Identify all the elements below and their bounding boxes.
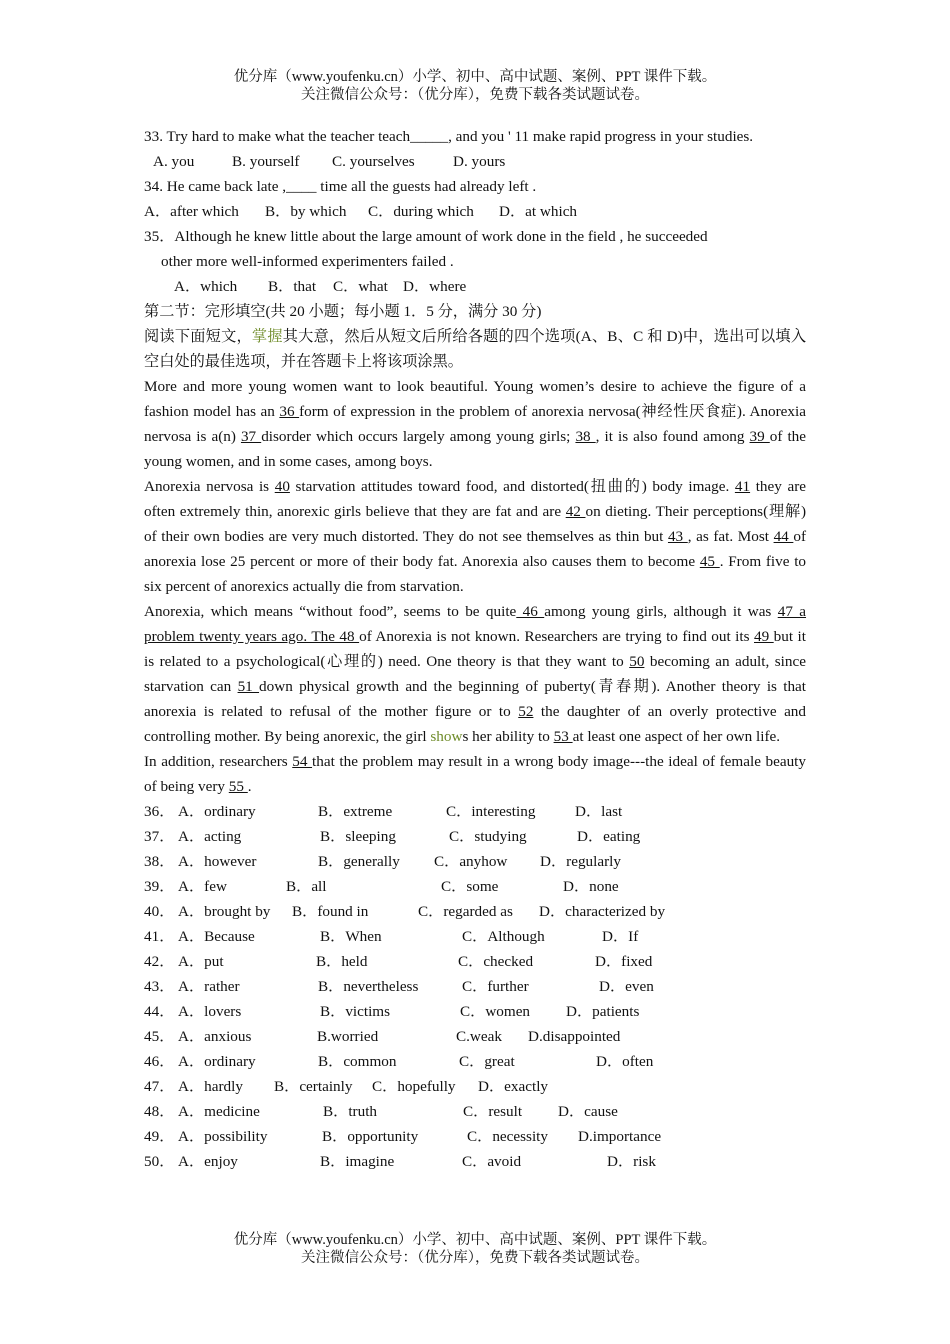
q34-options [144,199,806,224]
choice-d: D.importance [578,1128,662,1145]
passage-paragraph-1 [144,374,806,474]
choice-row-49 [144,1124,806,1149]
q35-option-b: B．that [268,278,317,295]
choice-d: D．patients [566,1003,640,1020]
choice-b: B．truth [323,1103,378,1120]
q35-option-d: D．where [403,278,467,295]
choice-number: 44． [144,1003,175,1020]
q35-options [144,274,806,299]
page-footer [0,1231,950,1267]
choice-row-38 [144,849,806,874]
footer-line-2: 关注微信公众号：（优分库），免费下载各类试题试卷。 [301,1250,649,1266]
q34-option-c: C．during which [368,203,474,220]
choice-b: B．imagine [320,1153,395,1170]
choice-number: 37． [144,828,175,845]
choice-list [144,799,806,1174]
choice-c: C．further [462,978,529,995]
blank-36: 36 [279,403,300,420]
q35-stem-line-1: 35．Although he knew little about the large amount of work done in the field , he succeeded [144,228,708,245]
blank-41: 41 [734,478,751,495]
text: but it is related to a psychological(心理的) need. One theory is that they want to [144,628,806,670]
choice-d: D．characterized by [539,903,666,920]
choice-a: A．however [178,853,257,870]
instr-post: 其大意，然后从短文后所给各题的四个选项(A、B、C 和 D)中，选出可以填入空白处的最佳选项，并在答题卡上将该项涂黑。 [144,328,807,370]
choice-b: B．found in [292,903,369,920]
blank-42: 42 [565,503,586,520]
choice-d: D．eating [577,828,641,845]
choice-c: C．great [459,1053,515,1070]
choice-row-46 [144,1049,806,1074]
text: , as fat. Most [687,528,774,545]
blank-43: 43 [667,528,688,545]
choice-a: A．ordinary [178,1053,256,1070]
choice-b: B．common [318,1053,397,1070]
q33-options [144,149,806,174]
choice-row-36 [144,799,806,824]
text: they are often extremely thin, anorexic girls believe that they are fat and are [144,478,806,520]
choice-row-48 [144,1099,806,1124]
blank-49: 49 [754,628,774,645]
blank-46: 46 [516,603,545,620]
text: of anorexia lose 25 percent or more of their body fat. Anorexia also causes them to become [144,528,807,570]
blank-51: 51 [237,678,260,695]
choice-b: B.worried [317,1028,379,1045]
choice-row-41 [144,924,806,949]
choice-number: 36． [144,803,175,820]
choice-number: 38． [144,853,175,870]
choice-c: C．interesting [446,803,536,820]
section-2-instructions [144,324,806,374]
choice-c: C．anyhow [434,853,508,870]
choice-b: B．held [316,953,368,970]
blank-52: 52 [518,703,534,720]
choice-row-37 [144,824,806,849]
choice-a: A．ordinary [178,803,256,820]
text: . From five to six percent of anorexics actually die from starvation. [144,553,807,595]
choice-c: C．checked [458,953,534,970]
instr-key: 掌握 [251,328,283,345]
q34-option-a: A．after which [144,203,239,220]
choice-c: C．women [460,1003,531,1020]
choice-number: 40． [144,903,175,920]
passage-paragraph-4 [144,749,806,799]
blank-47-48: 47 a problem twenty years ago. The 48 [144,603,807,645]
blank-55: 55 [228,778,248,795]
footer-line-1: 优分库（www.youfenku.cn）小学、初中、高中试题、案例、PPT 课件下载。 [233,1232,717,1248]
choice-a: A．few [178,878,227,895]
choice-b: B．sleeping [320,828,396,845]
choice-c: C．result [463,1103,523,1120]
blank-40: 40 [274,478,290,495]
choice-d: D．fixed [595,953,653,970]
text: In addition, researchers [144,753,293,770]
highlight-show: show [430,728,463,745]
choice-number: 41． [144,928,175,945]
q33-option-c: C. yourselves [332,153,415,170]
text: becoming an adult, since starvation can [144,653,806,695]
choice-d: D．exactly [478,1078,549,1095]
choice-d: D．risk [607,1153,656,1170]
choice-number: 39． [144,878,175,895]
passage-paragraph-2 [144,474,806,599]
choice-c: C．some [441,878,499,895]
text: of Anorexia is not known. Researchers are trying to find out its [359,628,754,645]
choice-number: 42． [144,953,175,970]
choice-c: C．Although [462,928,545,945]
text: the daughter of an overly protective and controlling mother. By being anorexic, the girl [144,703,806,745]
exam-content [144,124,806,1174]
q35-stem-line-2: other more well-informed experimenters failed . [161,253,454,270]
choice-b: B．extreme [318,803,393,820]
text: , it is also found among [595,428,750,445]
choice-row-43 [144,974,806,999]
blank-38: 38 [575,428,596,445]
choice-a: A．lovers [178,1003,242,1020]
choice-d: D．cause [558,1103,618,1120]
choice-row-47 [144,1074,806,1099]
choice-number: 45． [144,1028,175,1045]
passage-paragraph-3 [144,599,806,749]
text: form of expression in the problem of anorexia nervosa(神经性厌食症). Anorexia nervosa is a(n) [144,403,806,445]
text: down physical growth and the beginning of puberty(青春期). Another theory is that anorexia is related to refusal of the mother figure or to [144,678,807,720]
text: on dieting. Their perceptions(理解) of their own bodies are very much distorted. They do not see themselves as thin but [144,503,806,545]
choice-number: 47． [144,1078,175,1095]
text: among young girls, although it was [544,603,778,620]
choice-a: A．medicine [178,1103,260,1120]
choice-row-50 [144,1149,806,1174]
q33-option-d: D. yours [453,153,506,170]
choice-a: A．rather [178,978,240,995]
blank-54: 54 [292,753,313,770]
text: Anorexia, which means “without food”, seems to be quite [144,603,517,620]
q35-option-a: A．which [174,278,238,295]
choice-c: C．studying [449,828,527,845]
choice-c: C．regarded as [418,903,513,920]
instr-pre: 阅读下面短文， [144,328,252,345]
choice-d: D．even [599,978,654,995]
header-line-1: 优分库（www.youfenku.cn）小学、初中、高中试题、案例、PPT 课件下载。 [233,69,717,85]
blank-53: 53 [553,728,573,745]
text: starvation attitudes toward food, and distorted(扭曲的) body image. [289,478,735,495]
choice-row-44 [144,999,806,1024]
choice-b: B．nevertheless [318,978,419,995]
choice-d: D.disappointed [528,1028,621,1045]
q33-option-a: A. you [153,153,195,170]
choice-d: D．If [602,928,639,945]
choice-a: A．brought by [178,903,271,920]
choice-number: 46． [144,1053,175,1070]
choice-number: 43． [144,978,175,995]
choice-a: A．enjoy [178,1153,238,1170]
page-header [0,68,950,104]
text: More and more young women want to look beautiful. Young women’s desire to achieve the figure of a fashion model has an [144,378,806,420]
choice-c: C.weak [456,1028,502,1045]
blank-50: 50 [629,653,645,670]
choice-d: D．regularly [540,853,621,870]
blank-44: 44 [773,528,794,545]
q33-option-b: B. yourself [232,153,300,170]
text: disorder which occurs largely among young girls; [261,428,576,445]
choice-b: B．generally [318,853,400,870]
choice-row-40 [144,899,806,924]
text: of the young women, and in some cases, among boys. [144,428,807,470]
blank-39: 39 [749,428,770,445]
choice-row-39 [144,874,806,899]
choice-c: C．hopefully [372,1078,456,1095]
section-2-title: 第二节：完形填空(共 20 小题；每小题 1．5 分，满分 30 分) [144,303,542,320]
q34-option-b: B．by which [265,203,347,220]
text: at least one aspect of her own life. [572,728,781,745]
q35-option-c: C．what [333,278,388,295]
text: that the problem may result in a wrong body image---the ideal of female beauty of being very [144,753,806,795]
choice-b: B．When [320,928,382,945]
choice-number: 48． [144,1103,175,1120]
text: . [247,778,252,795]
choice-row-45 [144,1024,806,1049]
text: Anorexia nervosa is [144,478,275,495]
choice-c: C．necessity [467,1128,548,1145]
choice-a: A．Because [178,928,255,945]
text: s her ability to [462,728,554,745]
choice-b: B．certainly [274,1078,353,1095]
choice-d: D．often [596,1053,654,1070]
choice-a: A．put [178,953,224,970]
q34-option-d: D．at which [499,203,578,220]
choice-number: 49． [144,1128,175,1145]
choice-a: A．anxious [178,1028,252,1045]
choice-d: D．last [575,803,623,820]
choice-b: B．opportunity [322,1128,419,1145]
choice-c: C．avoid [462,1153,522,1170]
choice-d: D．none [563,878,619,895]
q34-stem: 34. He came back late ,____ time all the guests had already left . [144,178,537,195]
choice-b: B．all [286,878,327,895]
q33-stem: 33. Try hard to make what the teacher teach_____, and you ' 11 make rapid progress in your studies. [144,128,754,145]
choice-b: B．victims [320,1003,391,1020]
choice-a: A．possibility [178,1128,268,1145]
blank-45: 45 [699,553,720,570]
choice-a: A．acting [178,828,242,845]
choice-a: A．hardly [178,1078,243,1095]
choice-number: 50． [144,1153,175,1170]
blank-37: 37 [240,428,262,445]
header-line-2: 关注微信公众号：（优分库），免费下载各类试题试卷。 [301,87,649,103]
choice-row-42 [144,949,806,974]
